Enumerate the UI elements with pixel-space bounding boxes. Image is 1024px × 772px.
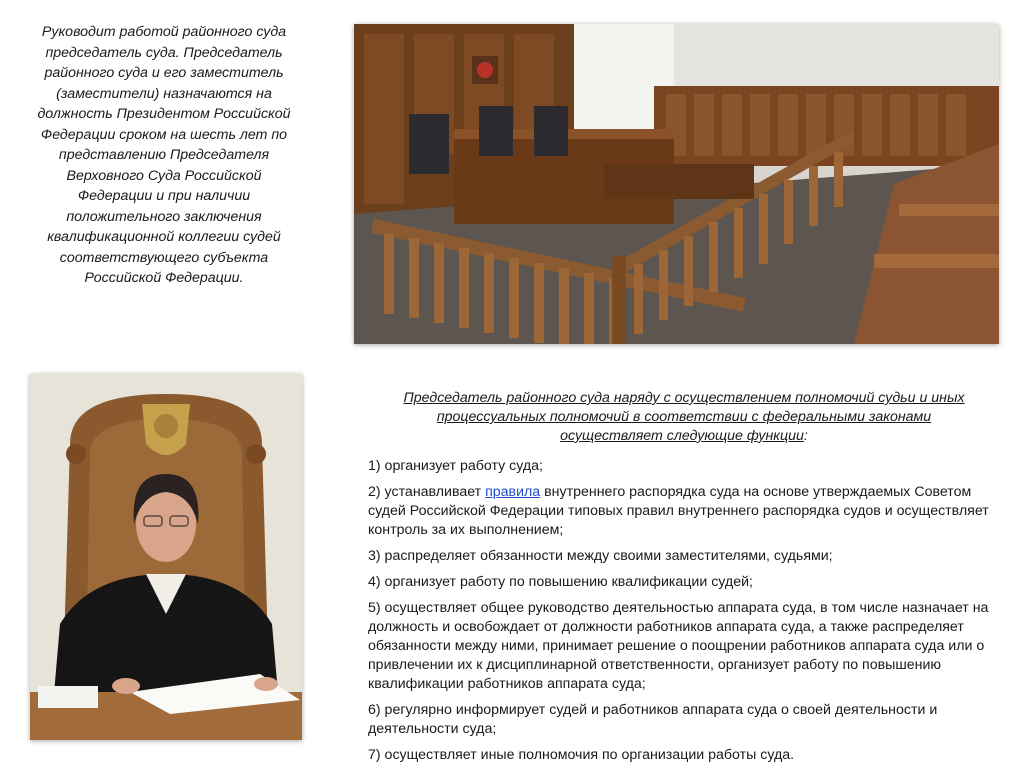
list-item: 6) регулярно информирует судей и работников аппарата суда о своей деятельности и деятельности суда; — [368, 702, 938, 737]
functions-heading-colon: : — [803, 428, 808, 444]
judge-photo — [30, 374, 302, 740]
rules-link[interactable]: правила — [485, 484, 541, 500]
list-item: 4) организует работу по повышению квалификации судей; — [368, 574, 753, 590]
list-item-text: внутреннего распорядка суда на основе утверждаемых Советом судей Российской Федерации типовых правил внутреннего распорядка судов и осуществляет контроль за их выполнением; — [368, 484, 989, 538]
list-item: 7) осуществляет иные полномочия по организации работы суда. — [368, 747, 795, 763]
courtroom-photo — [354, 24, 999, 344]
functions-list — [368, 457, 1008, 772]
list-item: 1) организует работу суда; — [368, 458, 543, 474]
intro-paragraph: Руководит работой районного суда председатель суда. Председатель районного суда и его заместитель (заместители) назначаются на должность Президентом Российской Федерации сроком на шесть лет по представлению Председателя Верховного Суда Российской Федерации и при наличии положительного заключения квалификационной коллегии судей соответствующего субъекта Российской Федерации. — [37, 24, 291, 286]
functions-heading-text: Председатель районного суда наряду с осуществлением полномочий судьи и иных процессуальных полномочий в соответствии с федеральными законами осуществляет следующие функции — [403, 390, 965, 444]
list-item: 5) осуществляет общее руководство деятельностью аппарата суда, в том числе назначает на должность и освобождает от должности работников аппарата суда, а также распределяет обязанности между ними, принимает решение о поощрении работников аппарата суда или о привлечении их к дисциплинарной ответственности, организует работу по повышению квалификации работников аппарата суда; — [368, 600, 989, 692]
list-item: 3) распределяет обязанности между своими заместителями, судьями; — [368, 548, 833, 564]
functions-heading — [384, 389, 984, 446]
list-item-text: 2) устанавливает — [368, 484, 486, 500]
list-item — [368, 483, 1008, 540]
